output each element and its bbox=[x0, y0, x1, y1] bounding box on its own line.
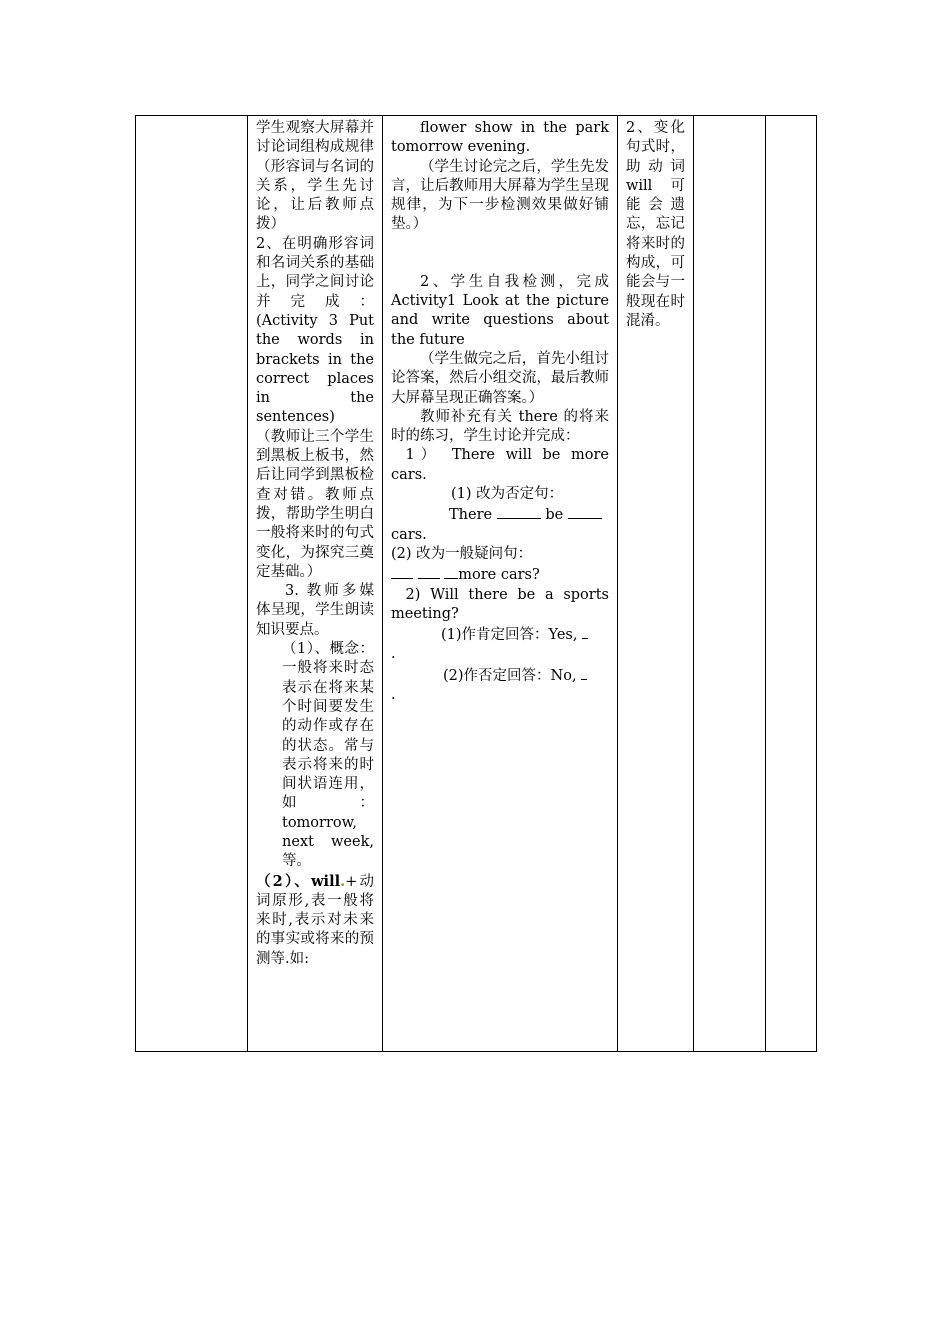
more-cars-text: more cars? bbox=[458, 567, 540, 584]
answer-blank bbox=[581, 665, 587, 680]
exercise-2-negative bbox=[391, 665, 609, 686]
spacer bbox=[391, 235, 609, 273]
word-there: There bbox=[449, 507, 493, 524]
empty-cell-6 bbox=[766, 116, 817, 1052]
discussion-note: （学生讨论完之后，学生先发言，让后教师用大屏幕为学生呈现规律，为下一步检测效果做好铺垫。） bbox=[391, 158, 609, 233]
difficulty-cell bbox=[618, 116, 694, 1052]
discussion-paragraph: 2、在明确形容词和名词关系的基础上，同学之间讨论并完成：(Activity 3 Put the words in brackets in the correct places in the sentences) bbox=[256, 235, 374, 426]
exercise-2-positive bbox=[391, 624, 609, 645]
answer-blank bbox=[497, 504, 541, 519]
exercise-1-negative: (1) 改为否定句： bbox=[451, 486, 564, 503]
board-writing-paragraph: （教师让三个学生到黑板上板书，然后让同学到黑板检查对错。教师点拨，帮助学生明白一般将来时的句式变化，为探究三奠定基础。） bbox=[256, 428, 374, 580]
answer-blank bbox=[568, 504, 602, 519]
self-check-paragraph: 2、学生自我检测，完成 Activity1 Look at the picture and write questions about the future bbox=[391, 273, 609, 348]
exercise-1-question: (2) 改为一般疑问句： bbox=[391, 545, 533, 562]
exercise-2: 2) Will there be a sports meeting? bbox=[391, 586, 609, 622]
will-structure-paragraph bbox=[256, 872, 374, 969]
group-discussion-note: （学生做完之后，首先小组讨论答案，然后小组交流，最后教师大屏幕呈现正确答案。） bbox=[391, 350, 609, 406]
positive-answer-label: (1)作肯定回答：Yes, bbox=[441, 627, 578, 644]
answer-blank bbox=[582, 624, 588, 639]
empty-cell-1 bbox=[136, 116, 248, 1052]
exercise-1: 1） There will be more cars. bbox=[391, 447, 609, 483]
will-structure-text: +动词原形,表一般将来时,表示对未来的事实或将来的预测等.如: bbox=[256, 873, 374, 967]
multimedia-paragraph: 3. 教师多媒体呈现，学生朗读知识要点。 bbox=[256, 583, 374, 638]
concept-paragraph: （1）、概念：一般将来时态表示在将来某个时间要发生的动作或存在的状态。常与表示将来的时间状语连用，如：tomorrow, next week, 等。 bbox=[282, 641, 374, 870]
decorative-dot: . bbox=[340, 872, 346, 890]
negative-answer-label: (2)作否定回答：No, bbox=[443, 667, 577, 684]
answer-blank bbox=[391, 564, 413, 579]
exercise-2-positive-end: . bbox=[391, 646, 396, 663]
observe-paragraph: 学生观察大屏幕并讨论词组构成规律（形容词与名词的关系，学生先讨论，让后教师点拨） bbox=[256, 120, 374, 233]
answer-blank bbox=[444, 564, 458, 579]
difficulty-note: 2、变化句式时，助动词 will 可能会遗忘，忘记将来时的构成，可能会与一般现在时混淆。 bbox=[626, 120, 685, 329]
table-row bbox=[136, 116, 817, 1052]
exercise-1-question-answer bbox=[391, 564, 609, 585]
answer-blank bbox=[418, 564, 440, 579]
student-activity-cell bbox=[248, 116, 383, 1052]
flower-show-line: flower show in the park tomorrow evening. bbox=[391, 120, 609, 156]
there-exercise-intro: 教师补充有关 there 的将来时的练习，学生讨论并完成： bbox=[391, 408, 609, 445]
empty-cell-5 bbox=[694, 116, 766, 1052]
lesson-plan-table bbox=[135, 115, 817, 1052]
exercise-1-negative-answer bbox=[391, 504, 609, 525]
word-be: be bbox=[545, 507, 564, 524]
exercise-1-negative-end: cars. bbox=[391, 526, 427, 543]
exercise-2-negative-end: . bbox=[391, 687, 396, 704]
will-structure-prefix: （2）、will bbox=[256, 872, 341, 890]
teacher-activity-cell bbox=[383, 116, 618, 1052]
